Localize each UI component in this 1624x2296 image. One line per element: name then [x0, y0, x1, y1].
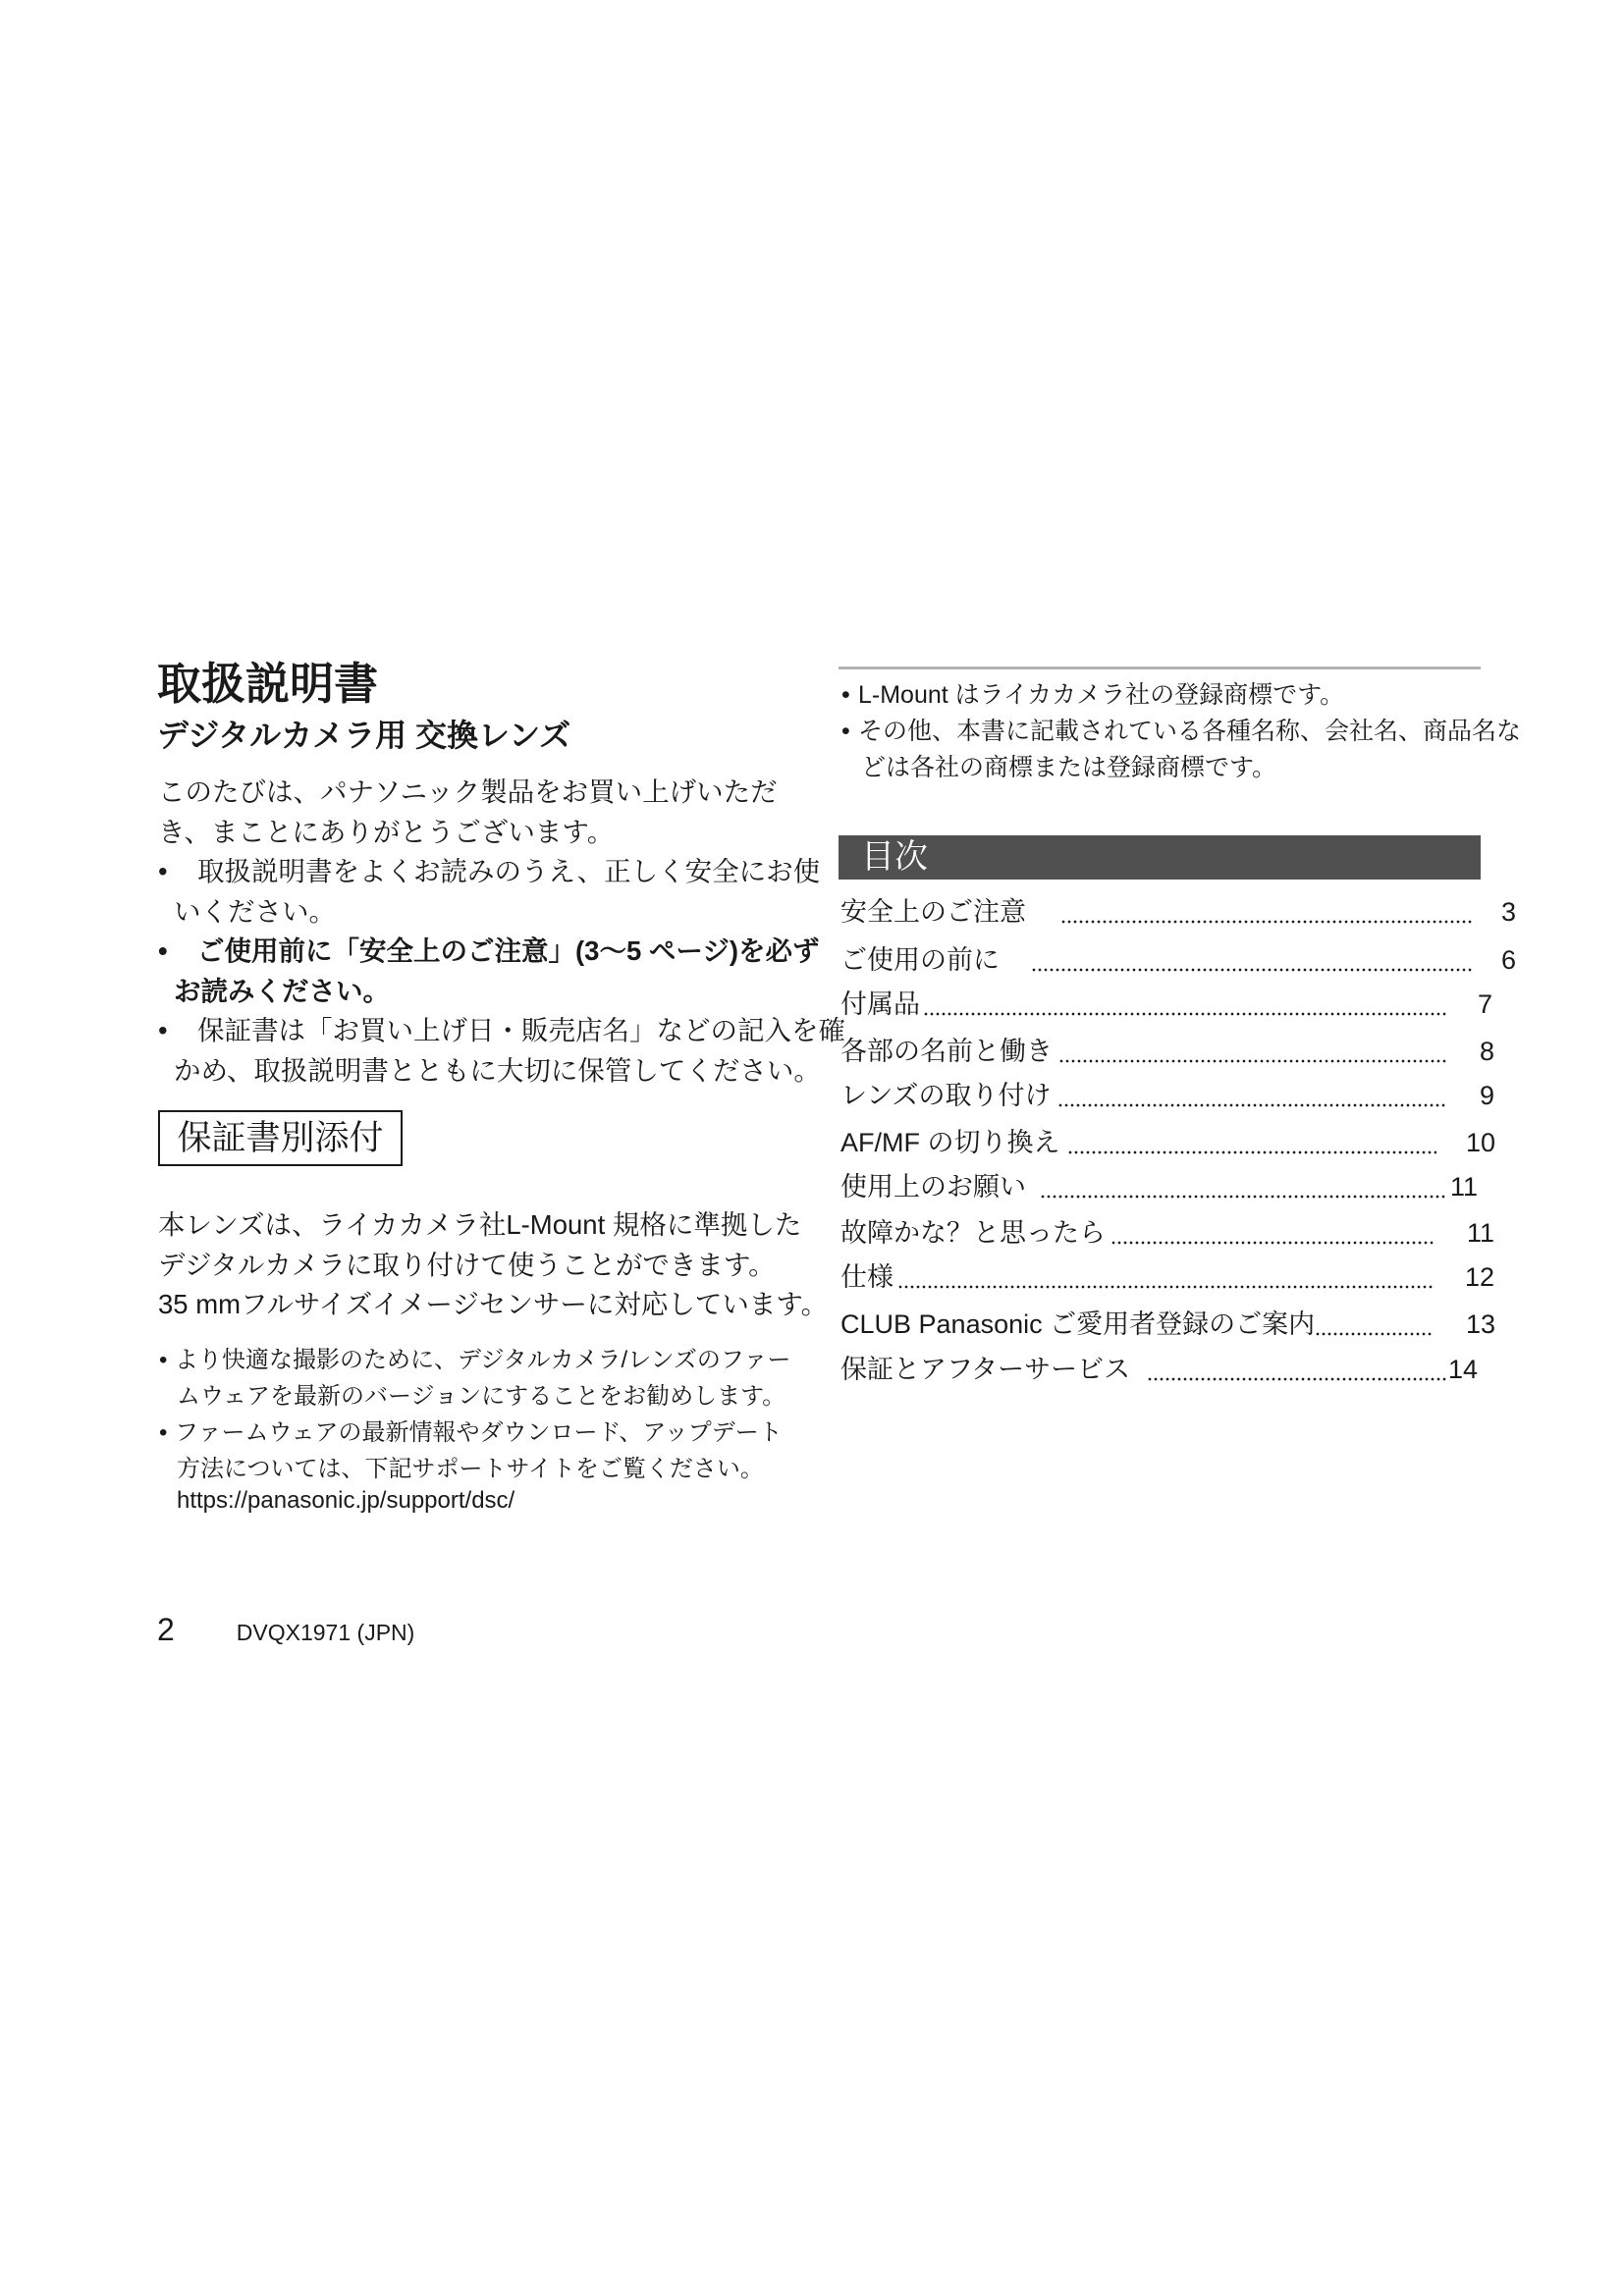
- notice-line: [158, 1011, 845, 1051]
- description-line: 35 mmフルサイズイメージセンサーに対応しています。: [158, 1289, 829, 1319]
- notice-text: 保証書は「お買い上げ日・販売店名」などの記入を確: [197, 1015, 845, 1045]
- toc-entry-page: 11: [1449, 1172, 1478, 1201]
- toc-entry[interactable]: [840, 1350, 1478, 1389]
- notice-item-important: [158, 932, 845, 1011]
- firmware-note-item: [159, 1415, 790, 1519]
- toc-entry-label: CLUB Panasonic ご愛用者登録のご案内: [840, 1309, 1316, 1339]
- toc-entry[interactable]: [840, 985, 1492, 1024]
- toc-entry-label: レンズの取り付け: [840, 1081, 1052, 1110]
- toc-entry[interactable]: [840, 1076, 1494, 1115]
- trademark-notes: [841, 677, 1521, 786]
- bullet: •: [158, 935, 168, 966]
- toc-entry-page: 3: [1500, 897, 1516, 927]
- toc-entry[interactable]: [840, 1167, 1478, 1206]
- document-title: 取扱説明書: [157, 659, 379, 709]
- firmware-note-text: 方法については、下記サポートサイトをご覧ください。: [177, 1456, 764, 1482]
- notice-item: [158, 852, 845, 932]
- page-number: 2: [157, 1612, 175, 1647]
- toc-entry[interactable]: [840, 1213, 1494, 1253]
- notice-text: いください。: [174, 895, 336, 927]
- notice-line: [158, 852, 845, 892]
- trademark-text: どは各社の商標または登録商標です。: [861, 754, 1277, 781]
- bullet: •: [841, 681, 850, 709]
- firmware-note-text: より快適な撮影のために、デジタルカメラ/レンズのファー: [175, 1347, 791, 1373]
- toc-entry-page: 14: [1447, 1355, 1478, 1384]
- toc-dot-leader: [1057, 1076, 1447, 1115]
- toc-dot-leader: [1147, 1350, 1447, 1389]
- bullet: •: [159, 1419, 168, 1446]
- intro-section: [158, 773, 845, 1091]
- toc-entry-label: 使用上のお願い: [840, 1172, 1026, 1201]
- toc-entry[interactable]: [840, 1257, 1494, 1297]
- page-footer: [157, 1610, 414, 1649]
- toc-entry-page: 13: [1465, 1309, 1495, 1339]
- toc-entry-label: 安全上のご注意: [840, 897, 1026, 927]
- toc-entry[interactable]: [840, 1032, 1494, 1071]
- trademark-line: [841, 677, 1521, 714]
- toc-entry-page: 12: [1464, 1262, 1494, 1292]
- bullet: •: [841, 718, 850, 745]
- toc-entry[interactable]: [840, 892, 1516, 932]
- bullet: •: [158, 856, 168, 886]
- toc-dot-leader: [1058, 1032, 1447, 1071]
- firmware-note-text: ムウェアを最新のバージョンにすることをお勧めします。: [177, 1383, 786, 1410]
- toc-entry[interactable]: [840, 1305, 1495, 1344]
- document-subtitle: デジタルカメラ用 交換レンズ: [157, 718, 571, 753]
- toc-dot-leader: [1315, 1305, 1433, 1344]
- toc-entry-page: 6: [1500, 945, 1516, 975]
- trademark-text: その他、本書に記載されている各種名称、会社名、商品名な: [858, 718, 1522, 745]
- warranty-enclosed-box: 保証書別添付: [158, 1110, 403, 1166]
- document-code: DVQX1971 (JPN): [236, 1620, 415, 1645]
- notice-text: お読みください。: [174, 975, 390, 1006]
- description-line: 本レンズは、ライカカメラ社L-Mount 規格に準拠した: [158, 1209, 802, 1240]
- toc-entry-label: 仕様: [840, 1262, 893, 1292]
- notice-item: [158, 1011, 845, 1091]
- notice-text: ご使用前に「安全上のご注意」(3～5 ページ)を必ず: [197, 935, 820, 966]
- description-line: デジタルカメラに取り付けて使うことができます。: [158, 1249, 776, 1280]
- toc-entry-page: 11: [1466, 1218, 1494, 1248]
- trademark-item: [841, 677, 1521, 714]
- toc-dot-leader: [1031, 940, 1472, 980]
- toc-entry-page: 10: [1465, 1128, 1495, 1157]
- toc-entry-label: 保証とアフターサービス: [840, 1355, 1131, 1384]
- toc-entry-page: 7: [1477, 989, 1492, 1019]
- toc-entry-page: 9: [1479, 1081, 1494, 1110]
- toc-dot-leader: [1067, 1123, 1436, 1162]
- toc-entry-label: 付属品: [840, 989, 920, 1019]
- notice-line: [158, 932, 845, 972]
- firmware-note-line: [159, 1342, 790, 1378]
- toc-dot-leader: [897, 1257, 1433, 1297]
- toc-dot-leader: [1110, 1213, 1435, 1253]
- bullet: •: [159, 1347, 168, 1373]
- notice-text: 取扱説明書をよくお読みのうえ、正しく安全にお使: [197, 856, 821, 886]
- firmware-note-line: [159, 1415, 790, 1451]
- toc-entry-label: AF/MF の切り換え: [840, 1128, 1060, 1157]
- divider-rule: [839, 667, 1481, 669]
- toc-dot-leader: [1060, 892, 1472, 932]
- firmware-note-text: ファームウェアの最新情報やダウンロード、アップデート: [175, 1419, 783, 1446]
- toc-entry-page: 8: [1479, 1037, 1494, 1066]
- notice-text: かめ、取扱説明書とともに大切に保管してください。: [174, 1054, 821, 1086]
- intro-line: このたびは、パナソニック製品をお買い上げいただ: [158, 776, 778, 807]
- bullet: •: [158, 1015, 168, 1045]
- toc-entry[interactable]: [840, 940, 1516, 980]
- toc-entry-label: ご使用の前に: [840, 945, 1000, 975]
- toc-entry[interactable]: [840, 1123, 1495, 1162]
- firmware-notes: [159, 1342, 790, 1519]
- firmware-note-item: [159, 1342, 790, 1415]
- trademark-item: [841, 714, 1521, 786]
- toc-entry-label: 故障かな？と思ったら: [840, 1218, 1106, 1248]
- trademark-text: L-Mount はライカカメラ社の登録商標です。: [858, 681, 1345, 709]
- lens-description: [158, 1205, 828, 1325]
- toc-entry-label: 各部の名前と働き: [840, 1037, 1053, 1066]
- support-site-url[interactable]: https://panasonic.jp/support/dsc/: [177, 1487, 515, 1514]
- intro-line: き、まことにありがとうございます。: [158, 816, 615, 847]
- toc-dot-leader: [1040, 1167, 1445, 1206]
- toc-heading: 目次: [839, 835, 1481, 880]
- trademark-line: [841, 714, 1521, 750]
- toc-dot-leader: [923, 985, 1447, 1024]
